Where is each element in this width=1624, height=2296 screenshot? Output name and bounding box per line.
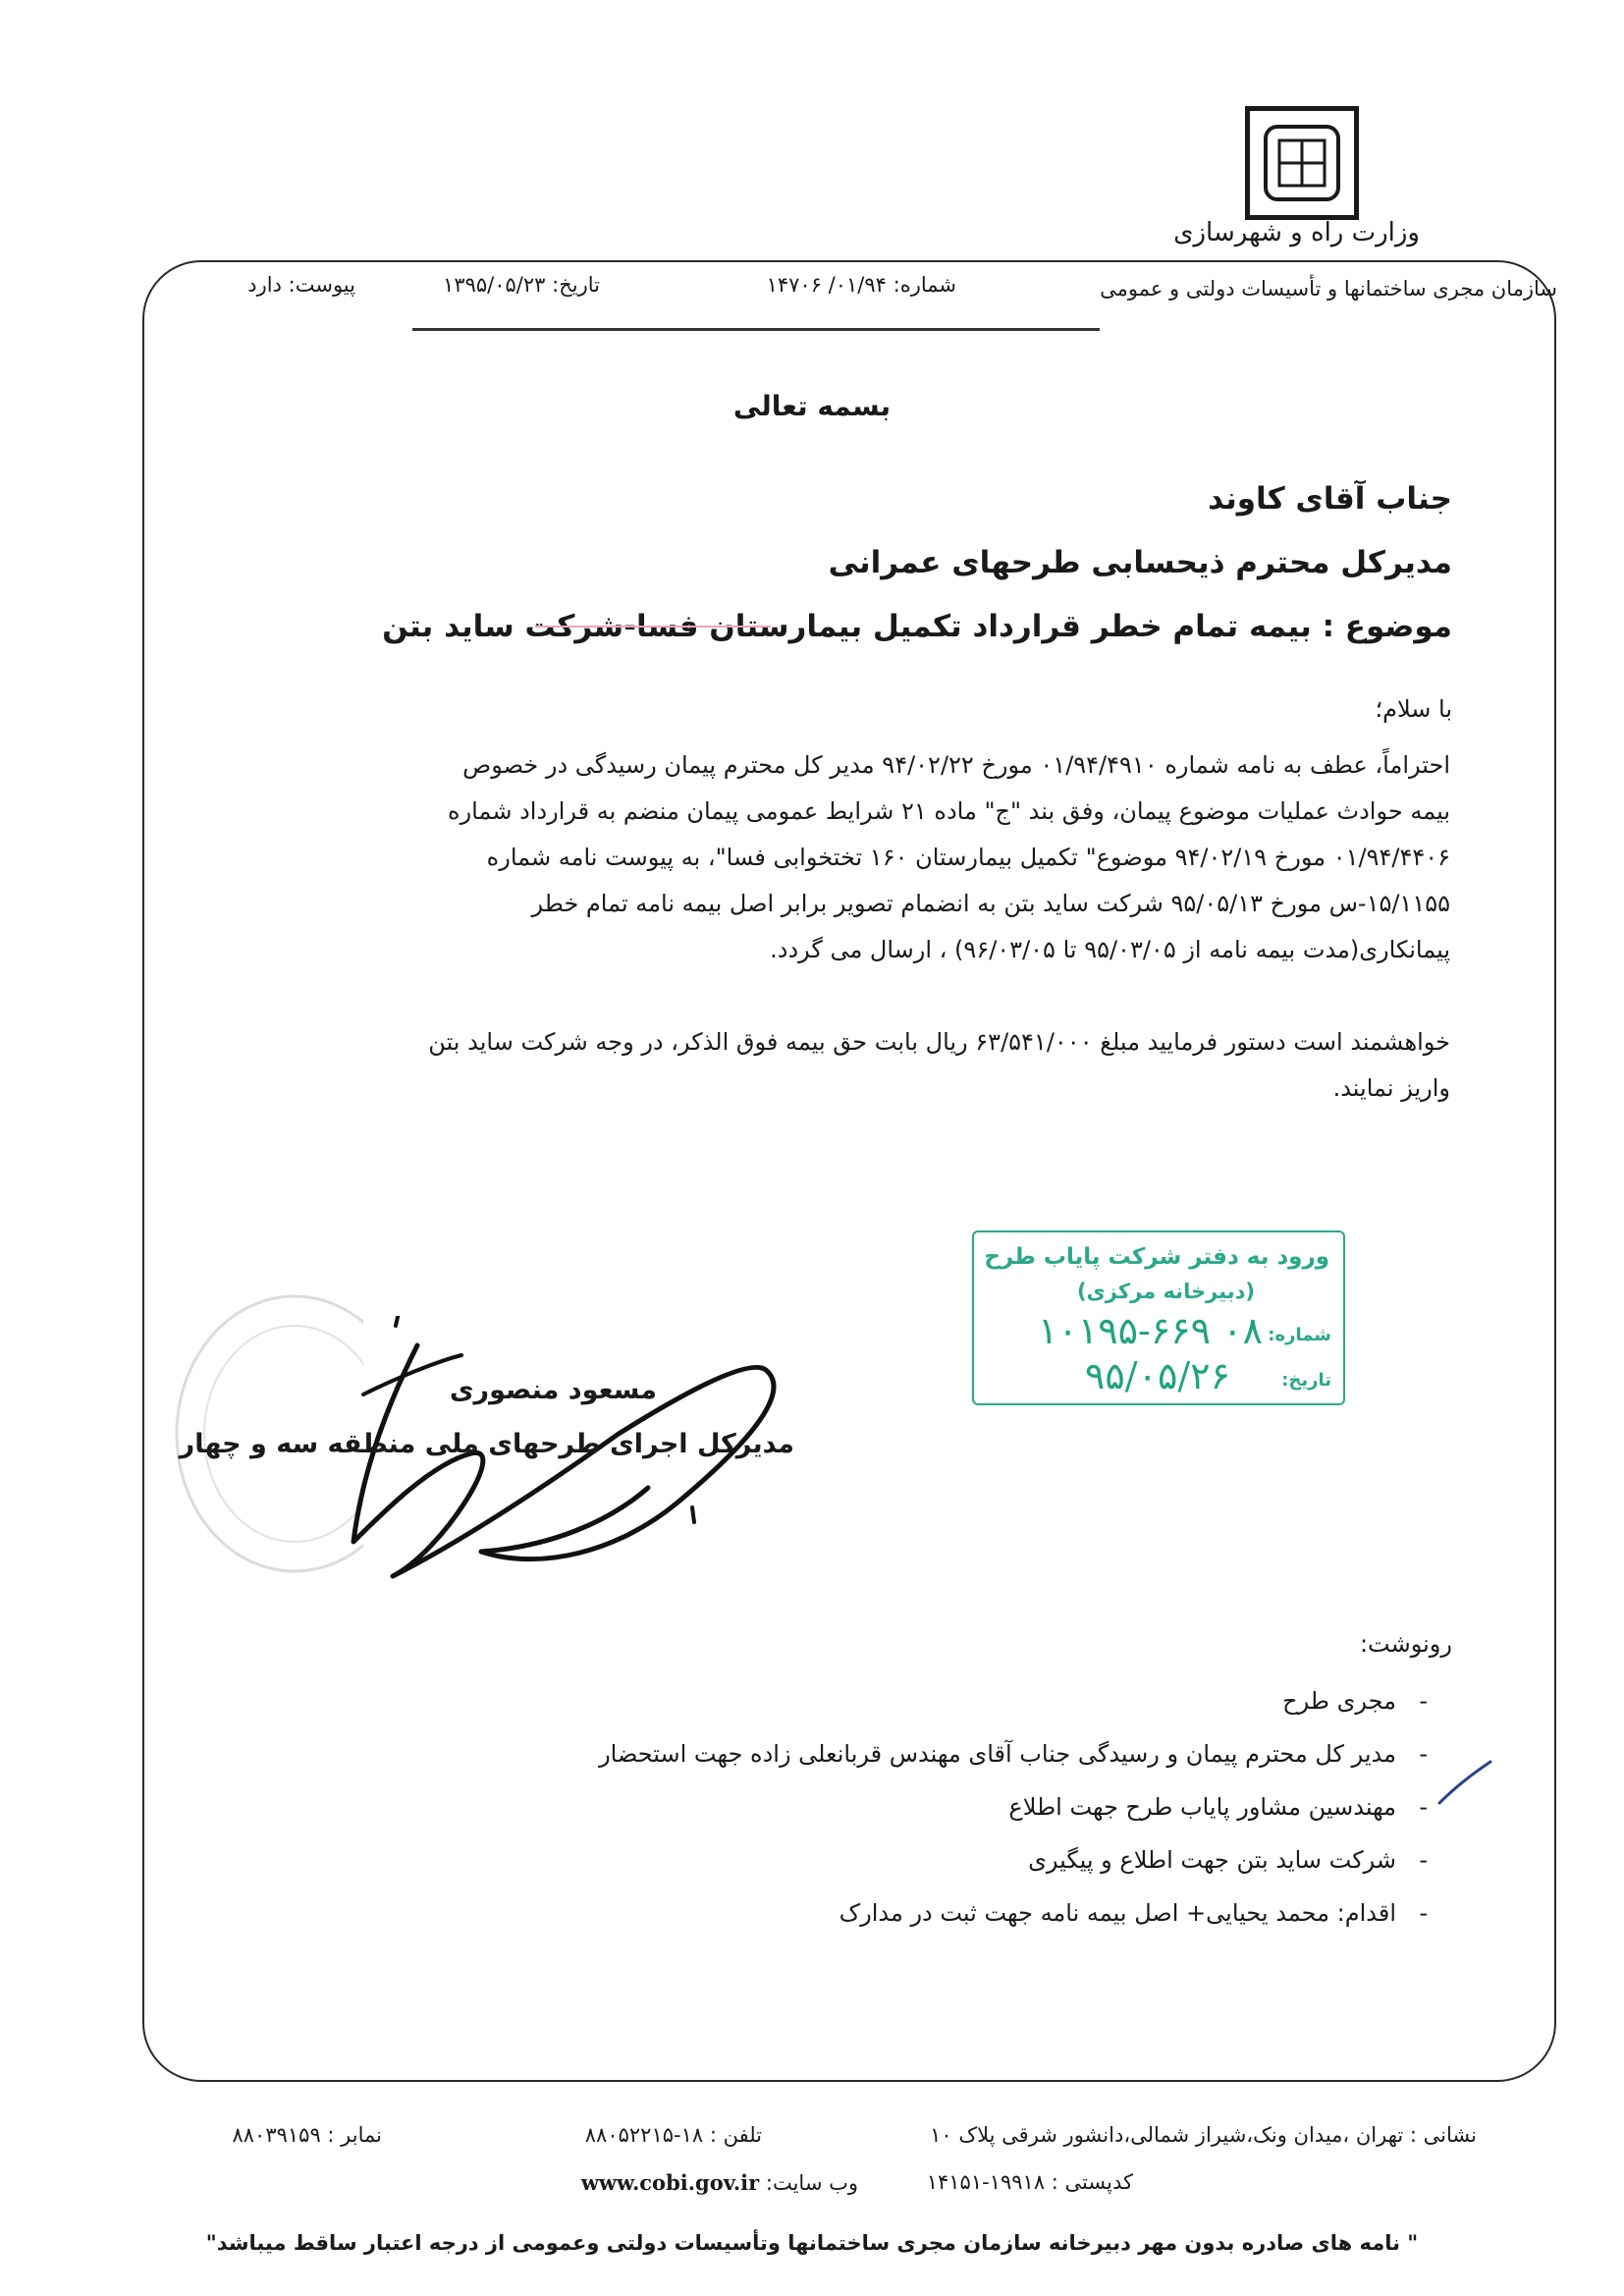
date-value: ۱۳۹۵/۰۵/۲۳ bbox=[443, 273, 546, 297]
cc-item: مدیر کل محترم پیمان و رسیدگی جناب آقای مهندس قربانعلی زاده جهت استحضار bbox=[599, 1740, 1396, 1768]
address-label: نشانی : bbox=[1409, 2123, 1477, 2147]
footer-validity-note: " نامه های صادره بدون مهر دبیرخانه سازمان مجری ساختمانها وتأسیسات دولتی وعمومی از درجه اعتبار ساقط میباشد" bbox=[205, 2231, 1419, 2255]
postal-label: کدپستی : bbox=[1051, 2170, 1133, 2194]
stamp-title: ورود به دفتر شرکت پایاب طرح bbox=[984, 1244, 1329, 1270]
body-line: ۱۵/۱۱۵۵-س مورخ ۹۵/۰۵/۱۳ شرکت ساید بتن به انضمام تصویر برابر اصل بیمه نامه تمام خطر bbox=[531, 890, 1450, 917]
body-paragraph-2 bbox=[184, 1019, 1450, 1112]
body-line: ۰۱/۹۴/۴۴۰۶ مورخ ۹۴/۰۲/۱۹ موضوع" تکمیل بیمارستان ۱۶۰ تختخوابی فسا"، به پیوست نامه شماره bbox=[486, 844, 1450, 871]
body-paragraph-1 bbox=[184, 742, 1450, 973]
pink-mark bbox=[535, 626, 771, 628]
phone-value: ۱۸-۸۸۰۵۲۲۱۵ bbox=[584, 2123, 704, 2147]
page-title: بسمه تعالی bbox=[732, 390, 892, 422]
letter-subject: موضوع : بیمه تمام خطر قرارداد تکمیل بیمارستان فسا-شرکت ساید بتن bbox=[382, 609, 1452, 644]
cc-item: مجری طرح bbox=[1282, 1687, 1396, 1715]
website-label: وب سایت: bbox=[765, 2171, 858, 2195]
footer-phone bbox=[585, 2123, 762, 2147]
cc-bullet: - bbox=[1419, 1793, 1428, 1821]
handwritten-signature-icon bbox=[324, 1316, 835, 1611]
stamp-date-value: ۹۵/۰۵/۲۶ bbox=[1084, 1354, 1230, 1397]
entry-stamp bbox=[972, 1230, 1345, 1405]
postal-value: ۱۹۹۱۸-۱۴۱۵۱ bbox=[926, 2170, 1046, 2194]
footer-website bbox=[581, 2170, 858, 2195]
addressee-name: جناب آقای کاوند bbox=[1208, 481, 1452, 517]
body-line: احتراماً، عطف به نامه شماره ۰۱/۹۴/۴۹۱۰ مورخ ۹۴/۰۲/۲۲ مدیر کل محترم پیمان رسیدگی در خصوص bbox=[462, 751, 1450, 779]
stamp-number-value: ۱۰۱۹۵-۶۶۹ ۰۸ bbox=[1037, 1309, 1263, 1352]
cc-heading: رونوشت: bbox=[1359, 1630, 1452, 1658]
stamp-subtitle: (دبیرخانه مرکزی) bbox=[1076, 1280, 1255, 1303]
body-line: خواهشمند است دستور فرمایید مبلغ ۶۳/۵۴۱/۰۰۰ ریال بابت حق بیمه فوق الذکر، در وجه شرکت ساید بتن bbox=[428, 1028, 1450, 1056]
stamp-date-label: تاریخ: bbox=[1281, 1370, 1331, 1391]
ministry-name: وزارت راه و شهرسازی bbox=[1173, 218, 1420, 247]
website-link[interactable]: www.cobi.gov.ir bbox=[580, 2170, 760, 2195]
cc-bullet: - bbox=[1419, 1846, 1428, 1874]
logo-grid-icon bbox=[1273, 135, 1330, 191]
ministry-logo bbox=[1245, 106, 1359, 220]
signatory-title: مدیرکل اجرای طرحهای ملی منطقه سه و چهار bbox=[179, 1429, 794, 1459]
phone-label: تلفن : bbox=[709, 2123, 762, 2147]
footer-postal-code bbox=[927, 2170, 1133, 2194]
cc-item: اقدام: محمد یحیایی+ اصل بیمه نامه جهت ثبت در مدارک bbox=[839, 1899, 1396, 1927]
addressee-title: مدیرکل محترم ذیحسابی طرحهای عمرانی bbox=[828, 545, 1452, 580]
cc-item: مهندسین مشاور پایاب طرح جهت اطلاع bbox=[1008, 1793, 1396, 1821]
body-line: واریز نمایند. bbox=[1332, 1074, 1450, 1102]
number-value: ۰۱/۹۴/ ۱۴۷۰۶ bbox=[766, 273, 887, 297]
check-mark-icon bbox=[1435, 1758, 1494, 1807]
fax-label: نمابر : bbox=[327, 2123, 382, 2147]
attachment-label: پیوست: bbox=[288, 273, 355, 297]
organization-name: سازمان مجری ساختمانها و تأسیسات دولتی و عمومی bbox=[1100, 277, 1557, 301]
body-line: پیمانکاری(مدت بیمه نامه از ۹۵/۰۳/۰۵ تا ۹۶/۰۳/۰۵) ، ارسال می گردد. bbox=[770, 936, 1450, 963]
cc-bullet: - bbox=[1419, 1899, 1428, 1927]
number-label: شماره: bbox=[893, 273, 956, 297]
date-label: تاریخ: bbox=[552, 273, 600, 297]
cc-bullet: - bbox=[1419, 1740, 1428, 1768]
body-line: بیمه حوادث عملیات موضوع پیمان، وفق بند "ج" ماده ۲۱ شرایط عمومی پیمان منضم به قرارداد شماره bbox=[448, 797, 1450, 825]
attachment-value: دارد bbox=[247, 273, 282, 297]
address-value: تهران ،میدان ونک،شیراز شمالی،دانشور شرقی پلاک ۱۰ bbox=[930, 2123, 1404, 2147]
footer-address bbox=[930, 2123, 1477, 2147]
cc-bullet: - bbox=[1419, 1687, 1428, 1715]
greeting: با سلام؛ bbox=[1375, 695, 1452, 723]
cc-item: شرکت ساید بتن جهت اطلاع و پیگیری bbox=[1028, 1846, 1396, 1874]
fax-value: ۸۸۰۳۹۱۵۹ bbox=[232, 2123, 321, 2147]
stamp-number-label: شماره: bbox=[1268, 1325, 1331, 1345]
signatory-name: مسعود منصوری bbox=[449, 1375, 657, 1405]
footer-fax bbox=[233, 2123, 383, 2147]
